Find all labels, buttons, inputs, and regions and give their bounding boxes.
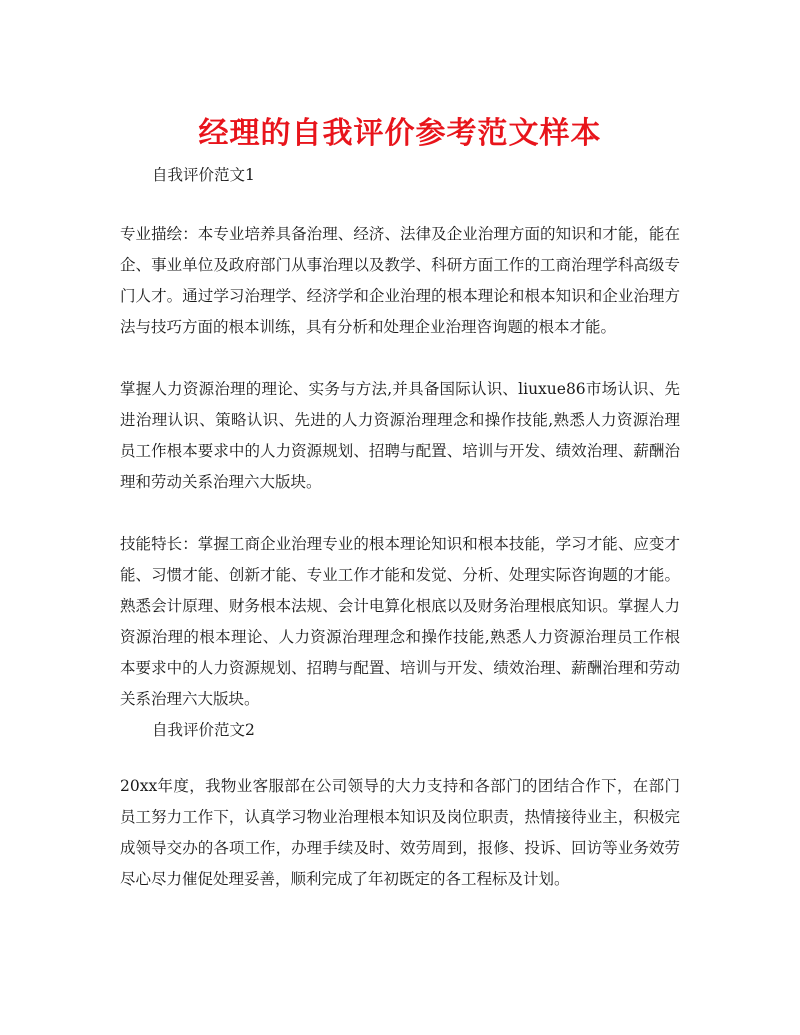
document-title: 经理的自我评价参考范文样本 bbox=[198, 116, 602, 151]
paragraph-property-service: 20xx年度，我物业客服部在公司领导的大力支持和各部门的团结合作下，在部门员工努力工作下，认真学习物业治理根本知识及岗位职责，热情接待业主，积极完成领导交办的各项工作，办理手续及时、效劳周到，报修、投诉、回访等业务效劳尽心尽力催促处理妥善，顺利完成了年初既定的各工程标及计划。 bbox=[120, 777, 680, 888]
paragraph-hr-management: 掌握人力资源治理的理论、实务与方法,并具备国际认识、liuxue86市场认识、先进治理认识、策略认识、先进的人力资源治理理念和操作技能,熟悉人力资源治理员工作根本要求中的人力资源规划、招聘与配置、培训与开发、绩效治理、薪酬治理和劳动关系治理六大版块。 bbox=[120, 380, 680, 491]
section-heading-1: 自我评价范文1 bbox=[152, 166, 255, 184]
paragraph-skills: 技能特长：掌握工商企业治理专业的根本理论知识和根本技能，学习才能、应变才能、习惯才能、创新才能、专业工作才能和发觉、分析、处理实际咨询题的才能。熟悉会计原理、财务根本法规、会计电算化根底以及财务治理根底知识。掌握人力资源治理的根本理论、人力资源治理理念和操作技能,熟悉人力资源治理员工作根本要求中的人力资源规划、招聘与配置、培训与开发、绩效治理、薪酬治理和劳动关系治理六大版块。 bbox=[120, 535, 680, 708]
paragraph-professional-description: 专业描绘：本专业培养具备治理、经济、法律及企业治理方面的知识和才能，能在企、事业单位及政府部门从事治理以及教学、科研方面工作的工商治理学科高级专门人才。通过学习治理学、经济学和企业治理的根本理论和根本知识和企业治理方法与技巧方面的根本训练，具有分析和处理企业治理咨询题的根本才能。 bbox=[120, 225, 680, 336]
section-heading-2: 自我评价范文2 bbox=[152, 721, 255, 739]
